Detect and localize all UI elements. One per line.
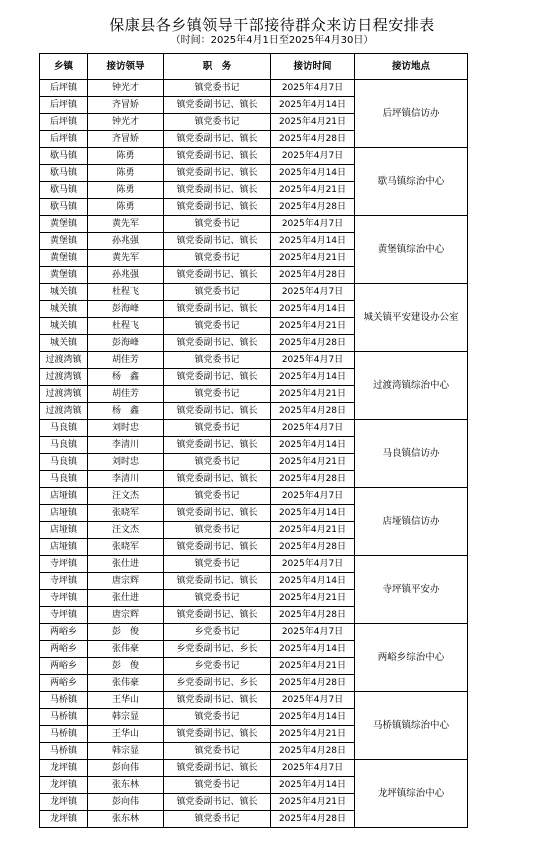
town-cell: 黄堡镇 [40,250,88,267]
leader-cell: 张伟豪 [88,641,164,658]
town-cell: 城关镇 [40,284,88,301]
town-cell: 马桥镇 [40,709,88,726]
town-cell: 龙坪镇 [40,811,88,828]
leader-cell: 刘时忠 [88,420,164,437]
position-cell: 镇党委书记 [164,114,271,131]
location-cell: 黄堡镇综治中心 [355,216,468,284]
leader-cell: 王华山 [88,692,164,709]
leader-cell: 李清川 [88,437,164,454]
leader-cell: 李清川 [88,471,164,488]
header-leader: 接访领导 [88,54,164,80]
position-cell: 镇党委书记 [164,80,271,97]
date-cell: 2025年4月14日 [271,641,355,658]
leader-cell: 张东林 [88,811,164,828]
schedule-body [40,80,468,828]
date-cell: 2025年4月28日 [271,335,355,352]
date-cell: 2025年4月14日 [271,165,355,182]
leader-cell: 陈勇 [88,199,164,216]
position-cell: 乡党委书记 [164,658,271,675]
position-cell: 镇党委副书记、镇长 [164,505,271,522]
town-cell: 后坪镇 [40,114,88,131]
date-cell: 2025年4月21日 [271,794,355,811]
page-subtitle: （时间：2025年4月1日至2025年4月30日） [170,35,374,46]
date-cell: 2025年4月14日 [271,301,355,318]
position-cell: 镇党委书记 [164,284,271,301]
position-cell: 镇党委副书记、镇长 [164,573,271,590]
table-header-row [40,54,468,80]
leader-cell: 齐冒娇 [88,131,164,148]
date-cell: 2025年4月28日 [271,539,355,556]
date-cell: 2025年4月7日 [271,216,355,233]
leader-cell: 张伟豪 [88,675,164,692]
position-cell: 镇党委书记 [164,709,271,726]
leader-cell: 张东林 [88,777,164,794]
date-cell: 2025年4月21日 [271,318,355,335]
date-cell: 2025年4月14日 [271,437,355,454]
leader-cell: 刘时忠 [88,454,164,471]
date-cell: 2025年4月7日 [271,556,355,573]
position-cell: 镇党委书记 [164,386,271,403]
town-cell: 黄堡镇 [40,233,88,250]
position-cell: 镇党委书记 [164,522,271,539]
leader-cell: 唐宗辉 [88,607,164,624]
table-row [40,556,468,573]
date-cell: 2025年4月21日 [271,182,355,199]
location-cell: 马桥镇镇综治中心 [355,692,468,760]
table-row [40,284,468,301]
position-cell: 镇党委副书记、镇长 [164,760,271,777]
date-cell: 2025年4月14日 [271,233,355,250]
leader-cell: 陈勇 [88,165,164,182]
leader-cell: 张晓军 [88,539,164,556]
leader-cell: 彭 俊 [88,658,164,675]
leader-cell: 汪文杰 [88,522,164,539]
town-cell: 店垭镇 [40,522,88,539]
location-cell: 马良镇信访办 [355,420,468,488]
town-cell: 寺坪镇 [40,607,88,624]
leader-cell: 汪文杰 [88,488,164,505]
leader-cell: 黄先军 [88,250,164,267]
table-row [40,760,468,777]
town-cell: 歇马镇 [40,199,88,216]
position-cell: 镇党委书记 [164,250,271,267]
town-cell: 店垭镇 [40,505,88,522]
schedule-table [39,53,468,828]
position-cell: 镇党委书记 [164,216,271,233]
leader-cell: 韩宗显 [88,709,164,726]
position-cell: 镇党委副书记、镇长 [164,692,271,709]
position-cell: 镇党委副书记、镇长 [164,403,271,420]
town-cell: 龙坪镇 [40,794,88,811]
town-cell: 歇马镇 [40,148,88,165]
town-cell: 歇马镇 [40,165,88,182]
position-cell: 镇党委书记 [164,420,271,437]
date-cell: 2025年4月28日 [271,675,355,692]
position-cell: 镇党委书记 [164,352,271,369]
position-cell: 乡党委副书记、乡长 [164,641,271,658]
position-cell: 镇党委书记 [164,811,271,828]
date-cell: 2025年4月7日 [271,624,355,641]
position-cell: 镇党委书记 [164,318,271,335]
leader-cell: 杨 鑫 [88,369,164,386]
date-cell: 2025年4月7日 [271,352,355,369]
leader-cell: 彭海峰 [88,301,164,318]
town-cell: 寺坪镇 [40,590,88,607]
date-cell: 2025年4月14日 [271,709,355,726]
leader-cell: 王华山 [88,726,164,743]
town-cell: 过渡湾镇 [40,369,88,386]
position-cell: 乡党委书记 [164,624,271,641]
date-cell: 2025年4月14日 [271,97,355,114]
date-cell: 2025年4月14日 [271,369,355,386]
town-cell: 黄堡镇 [40,216,88,233]
date-cell: 2025年4月28日 [271,607,355,624]
town-cell: 马桥镇 [40,726,88,743]
position-cell: 镇党委书记 [164,454,271,471]
date-cell: 2025年4月7日 [271,760,355,777]
position-cell: 镇党委书记 [164,743,271,760]
date-cell: 2025年4月28日 [271,131,355,148]
position-cell: 镇党委副书记、镇长 [164,539,271,556]
leader-cell: 钟光才 [88,114,164,131]
town-cell: 店垭镇 [40,488,88,505]
table-row [40,488,468,505]
page-title: 保康县各乡镇领导干部接待群众来访日程安排表 [109,16,435,34]
table-row [40,420,468,437]
date-cell: 2025年4月28日 [271,471,355,488]
town-cell: 后坪镇 [40,131,88,148]
date-cell: 2025年4月21日 [271,658,355,675]
leader-cell: 钟光才 [88,80,164,97]
leader-cell: 彭向伟 [88,760,164,777]
leader-cell: 杜程飞 [88,284,164,301]
position-cell: 镇党委副书记、镇长 [164,301,271,318]
town-cell: 歇马镇 [40,182,88,199]
position-cell: 镇党委书记 [164,488,271,505]
location-cell: 过渡湾镇综治中心 [355,352,468,420]
town-cell: 马良镇 [40,454,88,471]
leader-cell: 胡佳芳 [88,386,164,403]
header-date: 接访时间 [271,54,355,80]
position-cell: 乡党委副书记、乡长 [164,675,271,692]
leader-cell: 彭向伟 [88,794,164,811]
date-cell: 2025年4月21日 [271,454,355,471]
location-cell: 后坪镇信访办 [355,80,468,148]
header-location: 接访地点 [355,54,468,80]
position-cell: 镇党委副书记、镇长 [164,794,271,811]
date-cell: 2025年4月21日 [271,114,355,131]
town-cell: 龙坪镇 [40,777,88,794]
date-cell: 2025年4月7日 [271,488,355,505]
leader-cell: 张仕进 [88,590,164,607]
town-cell: 寺坪镇 [40,573,88,590]
position-cell: 镇党委副书记、镇长 [164,148,271,165]
date-cell: 2025年4月28日 [271,743,355,760]
leader-cell: 张晓军 [88,505,164,522]
position-cell: 镇党委副书记、镇长 [164,199,271,216]
date-cell: 2025年4月21日 [271,250,355,267]
position-cell: 镇党委副书记、镇长 [164,97,271,114]
date-cell: 2025年4月28日 [271,403,355,420]
leader-cell: 彭 俊 [88,624,164,641]
position-cell: 镇党委副书记、镇长 [164,165,271,182]
location-cell: 歇马镇综治中心 [355,148,468,216]
position-cell: 镇党委副书记、镇长 [164,182,271,199]
table-row [40,624,468,641]
town-cell: 马良镇 [40,471,88,488]
position-cell: 镇党委副书记、镇长 [164,437,271,454]
date-cell: 2025年4月21日 [271,726,355,743]
leader-cell: 孙兆强 [88,267,164,284]
leader-cell: 齐冒娇 [88,97,164,114]
town-cell: 过渡湾镇 [40,386,88,403]
leader-cell: 杜程飞 [88,318,164,335]
date-cell: 2025年4月7日 [271,80,355,97]
town-cell: 两峪乡 [40,658,88,675]
date-cell: 2025年4月7日 [271,420,355,437]
header-position: 职 务 [164,54,271,80]
date-cell: 2025年4月14日 [271,777,355,794]
leader-cell: 杨 鑫 [88,403,164,420]
location-cell: 龙坪镇综治中心 [355,760,468,828]
town-cell: 寺坪镇 [40,556,88,573]
date-cell: 2025年4月21日 [271,590,355,607]
date-cell: 2025年4月28日 [271,267,355,284]
header-town: 乡镇 [40,54,88,80]
town-cell: 过渡湾镇 [40,403,88,420]
table-row [40,80,468,97]
town-cell: 马良镇 [40,437,88,454]
leader-cell: 韩宗显 [88,743,164,760]
town-cell: 后坪镇 [40,97,88,114]
leader-cell: 陈勇 [88,182,164,199]
leader-cell: 孙兆强 [88,233,164,250]
table-row [40,216,468,233]
town-cell: 城关镇 [40,318,88,335]
town-cell: 店垭镇 [40,539,88,556]
position-cell: 镇党委副书记、镇长 [164,267,271,284]
date-cell: 2025年4月7日 [271,692,355,709]
town-cell: 城关镇 [40,335,88,352]
location-cell: 城关镇平安建设办公室 [355,284,468,352]
location-cell: 寺坪镇平安办 [355,556,468,624]
date-cell: 2025年4月7日 [271,284,355,301]
town-cell: 龙坪镇 [40,760,88,777]
date-cell: 2025年4月28日 [271,199,355,216]
location-cell: 两峪乡综治中心 [355,624,468,692]
date-cell: 2025年4月7日 [271,148,355,165]
location-cell: 店垭镇信访办 [355,488,468,556]
date-cell: 2025年4月14日 [271,505,355,522]
position-cell: 镇党委书记 [164,777,271,794]
position-cell: 镇党委副书记、镇长 [164,726,271,743]
town-cell: 黄堡镇 [40,267,88,284]
position-cell: 镇党委副书记、镇长 [164,607,271,624]
town-cell: 两峪乡 [40,641,88,658]
date-cell: 2025年4月21日 [271,522,355,539]
leader-cell: 彭海峰 [88,335,164,352]
town-cell: 两峪乡 [40,675,88,692]
leader-cell: 黄先军 [88,216,164,233]
table-row [40,692,468,709]
position-cell: 镇党委副书记、镇长 [164,131,271,148]
date-cell: 2025年4月21日 [271,386,355,403]
position-cell: 镇党委书记 [164,556,271,573]
leader-cell: 陈勇 [88,148,164,165]
town-cell: 过渡湾镇 [40,352,88,369]
table-row [40,148,468,165]
leader-cell: 唐宗辉 [88,573,164,590]
leader-cell: 胡佳芳 [88,352,164,369]
town-cell: 后坪镇 [40,80,88,97]
table-row [40,352,468,369]
date-cell: 2025年4月14日 [271,573,355,590]
date-cell: 2025年4月28日 [271,811,355,828]
position-cell: 镇党委副书记、镇长 [164,335,271,352]
town-cell: 城关镇 [40,301,88,318]
town-cell: 两峪乡 [40,624,88,641]
town-cell: 马桥镇 [40,692,88,709]
position-cell: 镇党委书记 [164,590,271,607]
position-cell: 镇党委副书记、镇长 [164,471,271,488]
town-cell: 马良镇 [40,420,88,437]
leader-cell: 张仕进 [88,556,164,573]
position-cell: 镇党委副书记、镇长 [164,369,271,386]
position-cell: 镇党委副书记、镇长 [164,233,271,250]
town-cell: 马桥镇 [40,743,88,760]
